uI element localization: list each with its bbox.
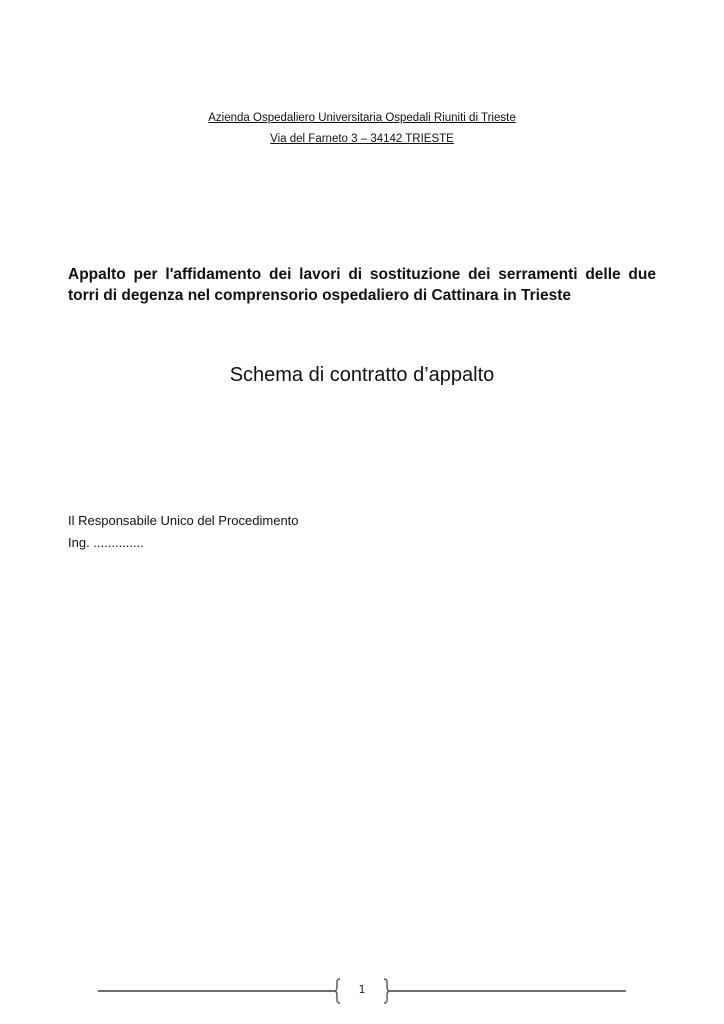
- organization-name: Azienda Ospedaliero Universitaria Ospedali Riuniti di Trieste: [208, 112, 516, 124]
- organization-line: [0, 108, 724, 129]
- responsible-block: [68, 510, 299, 554]
- address-line: [0, 129, 724, 150]
- organization-address: Via del Farneto 3 – 34142 TRIESTE: [270, 133, 454, 145]
- responsible-role: Il Responsabile Unico del Procedimento: [68, 513, 299, 528]
- left-brace-icon: [333, 978, 341, 1004]
- page-footer: [0, 975, 724, 1009]
- contract-subject: Appalto per l'affidamento dei lavori di sostituzione dei serramenti delle due torri di degenza nel comprensorio ospedaliero di Cattinara in Trieste: [68, 266, 656, 304]
- footer-rule-left: [98, 990, 334, 992]
- footer-rule-right: [390, 990, 626, 992]
- document-title: Schema di contratto d’appalto: [229, 364, 495, 386]
- document-header: [0, 108, 724, 150]
- page-number: 1: [358, 983, 366, 996]
- responsible-name: Ing. ..............: [68, 535, 144, 550]
